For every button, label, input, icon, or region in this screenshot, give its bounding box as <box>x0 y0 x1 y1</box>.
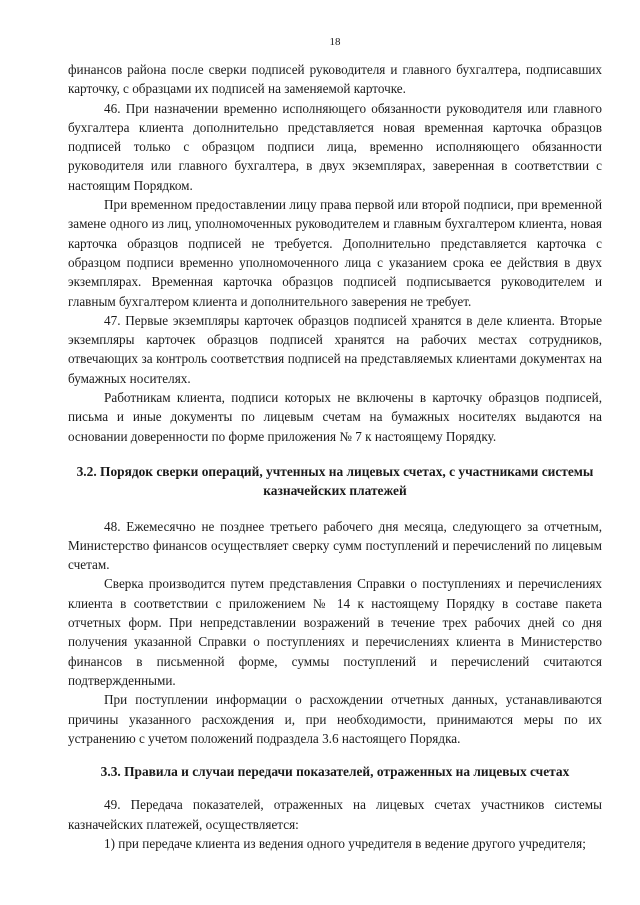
list-item: 1) при передаче клиента из ведения одного учредителя в ведение другого учредителя; <box>104 835 586 851</box>
paragraph: финансов района после сверки подписей руководителя и главного бухгалтера, подписавших карточку, с образцами их подписей на заменяемой карточке. <box>68 62 602 97</box>
paragraph: Сверка производится путем представления Справки о поступлениях и перечислениях клиента в соответствии с приложением № 14 к настоящему Порядку в составе пакета отчетных форм. При непредставлении возражений в течение трех рабочих дней со дня получения указанной Справки о поступлениях и перечислениях клиента в Министерство финансов в письменной форме, суммы поступлений и перечислений считаются подтвержденными. <box>68 576 602 688</box>
paragraph-49: 49. Передача показателей, отраженных на лицевых счетах участников системы казначейских платежей, осуществляется: <box>68 797 602 832</box>
section-heading-3-2: 3.2. Порядок сверки операций, учтенных на лицевых счетах, с участниками системы казначейских платежей <box>76 463 594 499</box>
paragraph-47: 47. Первые экземпляры карточек образцов подписей хранятся в деле клиента. Вторые экземпляры карточек образцов подписей хранятся на рабочих местах сотрудников, отвечающих за контроль соответствия подписей на представляемых клиентами документах на бумажных носителях. <box>68 312 602 386</box>
paragraph: Работникам клиента, подписи которых не включены в карточку образцов подписей, письма и иные документы по лицевым счетам на бумажных носителях выдаются на основании доверенности по форме приложения № 7 к настоящему Порядку. <box>68 390 602 444</box>
paragraph: При поступлении информации о расхождении отчетных данных, устанавливаются причины указанного расхождения и, при необходимости, принимаются меры по их устранению с учетом положений подраздела 3.6 настоящего Порядка. <box>68 692 602 746</box>
paragraph-46: 46. При назначении временно исполняющего обязанности руководителя или главного бухгалтера клиента дополнительно представляется новая временная карточка образцов подписей только с образцом подписи лица, временно исполняющего обязанности руководителя или главного бухгалтера, в двух экземплярах, заверенная в соответствии с настоящим Порядком. <box>68 100 602 193</box>
section-heading-3-3: 3.3. Правила и случаи передачи показателей, отраженных на лицевых счетах <box>100 764 570 780</box>
page-number: 18 <box>329 36 341 48</box>
paragraph-48: 48. Ежемесячно не позднее третьего рабочего дня месяца, следующего за отчетным, Министерство финансов осуществляет сверку сумм поступлений и перечислений по лицевым счетам. <box>68 518 602 573</box>
paragraph: При временном предоставлении лицу права первой или второй подписи, при временной замене одного из лиц, уполномоченных руководителем и главным бухгалтером клиента, новая карточка образцов подписей не требуется. Дополнительно представляется карточка с образцом подписи временно уполномоченного лица с указанием срока ее действия в двух экземплярах. Временная карточка образцов подписей подписывается руководителем и главным бухгалтером клиента и дополнительного заверения не требует. <box>68 197 602 309</box>
